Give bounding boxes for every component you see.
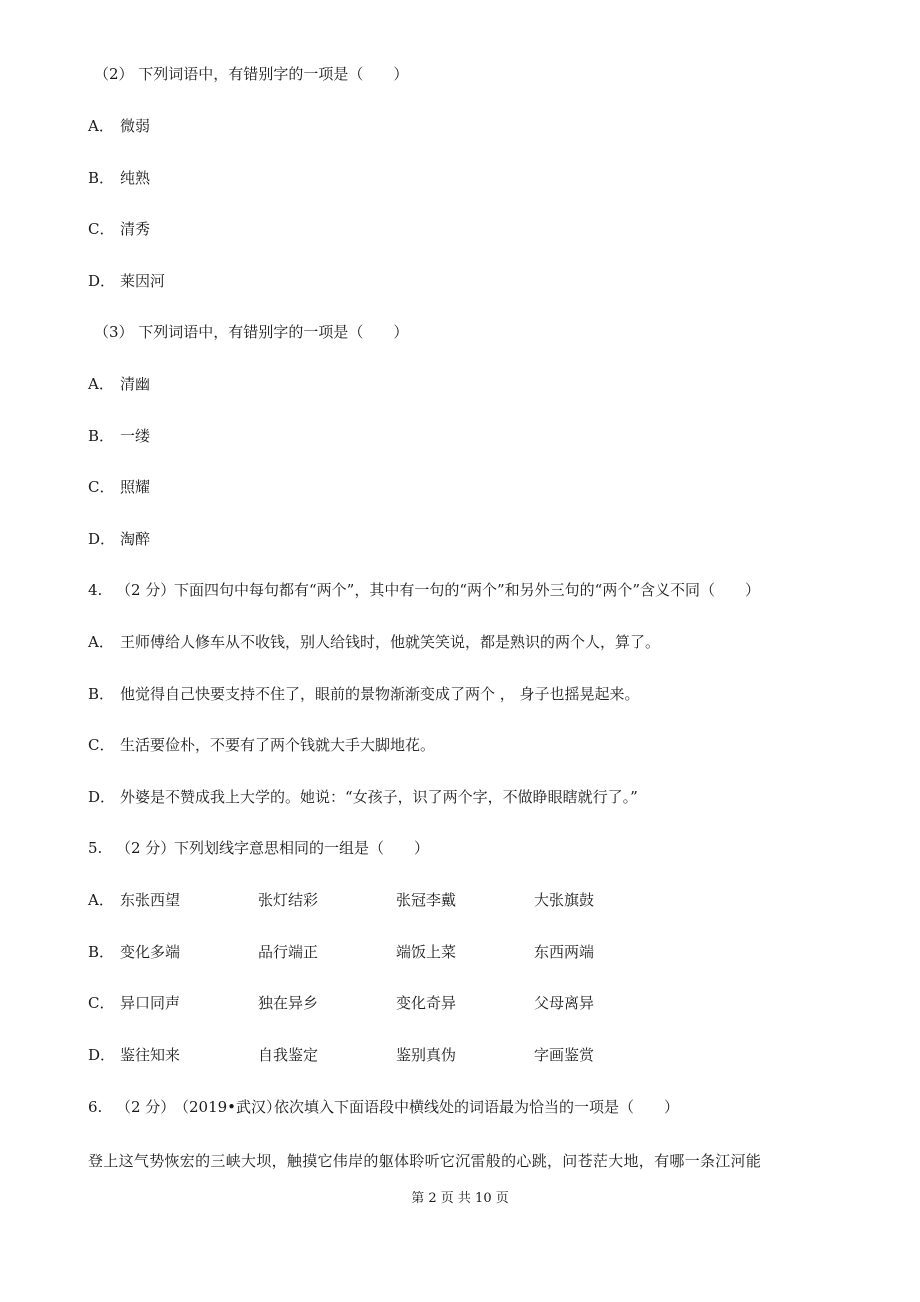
q6-passage-line: 登上这气势恢宏的三峡大坝，触摸它伟岸的躯体聆听它沉雷般的心跳，问苍茫大地，有哪一条江河能 bbox=[88, 1152, 762, 1170]
option-text: 外婆是不赞成我上大学的。她说：“女孩子，识了两个字，不做睁眼瞎就行了。” bbox=[120, 788, 638, 806]
question-prompt: 依次填入下面语段中横线处的词语最为恰当的一项是（ ） bbox=[274, 1098, 680, 1116]
question-number: 4. bbox=[88, 581, 103, 599]
q3-sub3-option-b[interactable] bbox=[88, 426, 150, 446]
q5-option-d[interactable] bbox=[88, 1045, 672, 1065]
q4-option-b[interactable] bbox=[88, 684, 640, 704]
question-score: （2 分） bbox=[116, 1098, 176, 1116]
q5-header bbox=[88, 838, 429, 858]
q4-header bbox=[88, 580, 760, 600]
q3-sub2-prompt: （2） 下列词语中，有错别字的一项是（ ） bbox=[94, 65, 409, 83]
q3-sub2-option-a[interactable] bbox=[88, 116, 150, 136]
q3-sub3-option-a[interactable] bbox=[88, 374, 150, 394]
q3-sub3-prompt: （3） 下列词语中，有错别字的一项是（ ） bbox=[94, 323, 409, 341]
option-label: C． bbox=[88, 220, 115, 238]
word: 鉴往知来 bbox=[120, 1046, 181, 1064]
question-score: （2 分） bbox=[116, 581, 176, 599]
word: 父母离异 bbox=[534, 994, 595, 1012]
q6-header bbox=[88, 1097, 679, 1117]
option-text: 一缕 bbox=[120, 427, 151, 445]
word: 自我鉴定 bbox=[258, 1046, 319, 1064]
page-footer: 第 2 页 共 10 页 bbox=[411, 1191, 509, 1206]
word: 品行端正 bbox=[258, 943, 319, 961]
word: 异口同声 bbox=[120, 994, 181, 1012]
option-label: A． bbox=[88, 633, 114, 651]
option-label: D． bbox=[88, 788, 116, 806]
word: 鉴别真伪 bbox=[396, 1046, 457, 1064]
q5-option-b[interactable] bbox=[88, 942, 672, 962]
word: 东西两端 bbox=[534, 943, 595, 961]
option-text: 照耀 bbox=[120, 478, 151, 496]
q4-option-d[interactable] bbox=[88, 787, 638, 807]
option-label: B． bbox=[88, 943, 115, 961]
q3-sub2-option-b[interactable] bbox=[88, 168, 150, 188]
q3-sub3-option-c[interactable] bbox=[88, 477, 150, 497]
option-text: 清幽 bbox=[120, 375, 151, 393]
word: 大张旗鼓 bbox=[534, 891, 595, 909]
word: 字画鉴赏 bbox=[534, 1046, 595, 1064]
option-text: 莱因河 bbox=[120, 272, 166, 290]
option-label: C． bbox=[88, 478, 115, 496]
question-number: 6. bbox=[88, 1098, 103, 1116]
question-number: 5. bbox=[88, 839, 103, 857]
question-prompt: 下面四句中每句都有“两个”，其中有一句的“两个”和另外三句的“两个”含义不同（ ） bbox=[174, 581, 761, 599]
option-label: D． bbox=[88, 530, 116, 548]
option-label: A． bbox=[88, 891, 114, 909]
option-label: B． bbox=[88, 427, 115, 445]
option-text: 清秀 bbox=[120, 220, 151, 238]
word: 张灯结彩 bbox=[258, 891, 319, 909]
question-prompt: 下列划线字意思相同的一组是（ ） bbox=[174, 839, 430, 857]
option-text: 微弱 bbox=[120, 117, 151, 135]
option-label: C． bbox=[88, 736, 115, 754]
option-text: 王师傅给人修车从不收钱，别人给钱时，他就笑笑说，都是熟识的两个人，算了。 bbox=[120, 633, 661, 651]
word: 独在异乡 bbox=[258, 994, 319, 1012]
q4-option-a[interactable] bbox=[88, 632, 660, 652]
question-score: （2 分） bbox=[116, 839, 176, 857]
q4-option-c[interactable] bbox=[88, 735, 435, 755]
option-label: B． bbox=[88, 169, 115, 187]
option-text: 他觉得自己快要支持不住了，眼前的景物渐渐变成了两个 ， 身子也摇晃起来。 bbox=[120, 685, 640, 703]
q5-option-a[interactable] bbox=[88, 890, 672, 910]
option-text: 生活要俭朴，不要有了两个钱就大手大脚地花。 bbox=[120, 736, 436, 754]
option-label: A． bbox=[88, 375, 114, 393]
option-label: B． bbox=[88, 685, 115, 703]
option-label: C． bbox=[88, 994, 115, 1012]
word: 张冠李戴 bbox=[396, 891, 457, 909]
word: 变化多端 bbox=[120, 943, 181, 961]
word: 端饭上菜 bbox=[396, 943, 457, 961]
question-source: （2019•武汉） bbox=[174, 1098, 282, 1116]
word: 变化奇异 bbox=[396, 994, 457, 1012]
option-label: D． bbox=[88, 272, 116, 290]
option-label: A． bbox=[88, 117, 114, 135]
q3-sub2-option-c[interactable] bbox=[88, 219, 150, 239]
q3-sub3-option-d[interactable] bbox=[88, 529, 150, 549]
option-text: 纯熟 bbox=[120, 169, 151, 187]
option-text: 淘醉 bbox=[120, 530, 151, 548]
q5-option-c[interactable] bbox=[88, 993, 672, 1013]
q3-sub2-option-d[interactable] bbox=[88, 271, 165, 291]
word: 东张西望 bbox=[120, 891, 181, 909]
option-label: D． bbox=[88, 1046, 116, 1064]
